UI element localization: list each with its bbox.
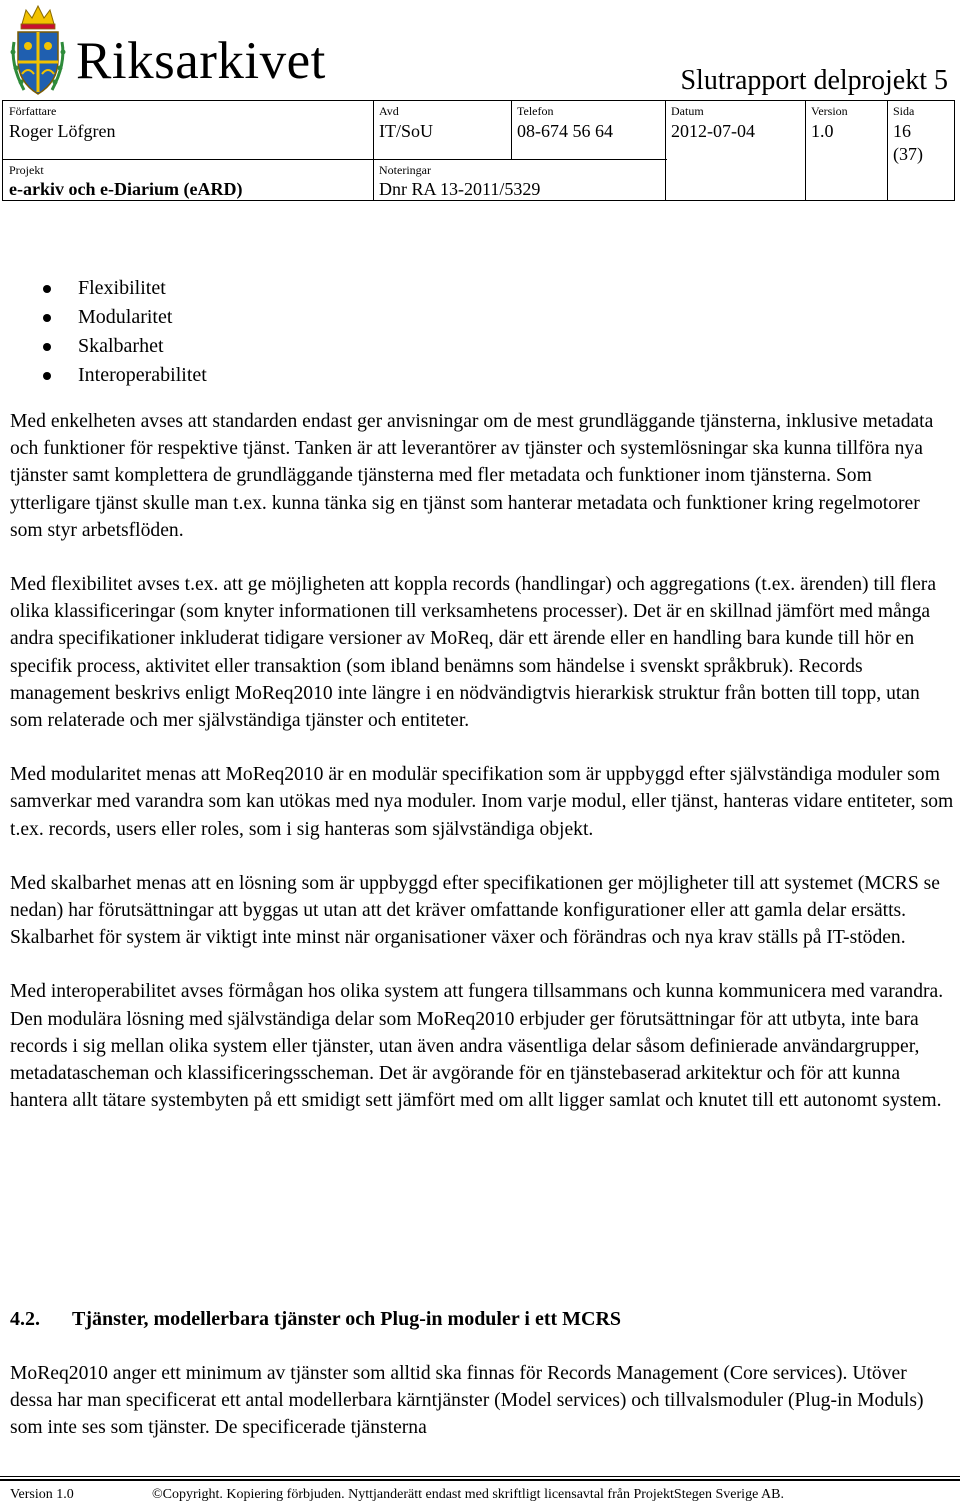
brand-wordmark: Riksarkivet bbox=[76, 32, 326, 90]
footer-rule bbox=[0, 1479, 960, 1481]
paragraph-flexibility: Med flexibilitet avses t.ex. att ge möjligheten att koppla records (handlingar) och aggregations (t.ex. ärenden) till flera olika klassificeringar (som knyter informationen till verksamhetens processer). Det är en skillnad jämfört med många andra specifikationer inkluderat tidigare versioner av MoReq, där ett ärende eller en handling bara kunde till hör en specifik process, aktivitet eller transaktion (som ibland benämns som händelse i svenskt språkbruk). Records management beskrivs enligt MoReq2010 inte längre i en nödvändigtvis hierarkisk struktur från botten till topp, utan som relaterade och mer självständiga tjänster och entiteter. bbox=[10, 574, 937, 732]
paragraph-modularity: Med modularitet menas att MoReq2010 är en modulär specifikation som är uppbyggd efter självständiga moduler som samverkar med varandra som kan utökas med nya moduler. Inom varje modul, eller tjänst, hanteras vidare entiteter, som t.ex. records, users eller roles, som i sig hanteras som självständiga objekt. bbox=[10, 764, 954, 840]
bullet-dot-icon bbox=[43, 343, 51, 351]
body-text bbox=[10, 408, 954, 1114]
notes-label: Noteringar bbox=[379, 163, 431, 177]
report-title: Slutrapport delprojekt 5 bbox=[680, 65, 948, 96]
paragraph-services-intro: MoReq2010 anger ett minimum av tjänster som alltid ska finnas för Records Management (Core services). Utöver dessa har man specificerat ett antal modellerbara kärntjänster (Model services) och tillvalsmoduler (Plug-in Moduls) som inte ses som tjänster. De specificerade tjänsterna bbox=[10, 1363, 924, 1439]
page-number: 16 bbox=[893, 121, 911, 141]
footer-copyright bbox=[152, 1486, 784, 1504]
header-col-divider bbox=[511, 101, 512, 159]
bullet-item bbox=[43, 361, 207, 390]
principles-bullet-list bbox=[43, 274, 207, 390]
footer-rule bbox=[0, 1476, 960, 1477]
department-label: Avd bbox=[379, 104, 399, 118]
paragraph-interoperability: Med interoperabilitet avses förmågan hos olika system att fungera tillsammans och kunna kommunicera med varandra. Den modulära lösning med självständiga delar som MoReq2010 erbjuder ger förutsättningar för att utbyta, inte bara records i sig mellan olika system eller tjänster, utan även andra väsentliga delar såsom definierade användargrupper, metadatascheman och klassificeringsscheman. Det är avgörande för en tjänstebaserad arkitektur och för att kunna hantera allt tätare systembyten på ett smidigt sett jämfört med om allt ligger samlat och knutet till ett autonomt system. bbox=[10, 981, 944, 1112]
phone-label: Telefon bbox=[517, 104, 554, 118]
bullet-item bbox=[43, 274, 207, 303]
bullet-item bbox=[43, 332, 207, 361]
bullet-dot-icon bbox=[43, 314, 51, 322]
section-heading bbox=[10, 1306, 621, 1332]
page-total: (37) bbox=[893, 144, 923, 164]
bullet-text: Interoperabilitet bbox=[78, 364, 207, 386]
department-value: IT/SoU bbox=[379, 121, 433, 141]
project-label: Projekt bbox=[9, 163, 44, 177]
section-number: 4.2. bbox=[10, 1308, 40, 1330]
paragraph-simplicity: Med enkelheten avses att standarden endast ger anvisningar om de mest grundläggande tjänsterna, inklusive metadata och funktioner för respektive tjänst. Tanken är att leverantörer av tjänster och systemlösningar ska kunna tillföra nya tjänster samt komplettera de grundläggande tjänsterna med fler metadata och funktioner inom tjänsterna. Som ytterligare tjänst skulle man t.ex. kunna tänka sig en tjänst som hanterar metadata och funktioner kring regelmotorer som styr arbetsflöden. bbox=[10, 411, 934, 541]
bullet-text: Skalbarhet bbox=[78, 335, 164, 357]
bullet-dot-icon bbox=[43, 285, 51, 293]
phone-value: 08-674 56 64 bbox=[517, 121, 613, 141]
page-label: Sida bbox=[893, 104, 915, 118]
paragraph-scalability: Med skalbarhet menas att en lösning som är uppbyggd efter specifikationen ger möjligheter till att systemet (MCRS se nedan) har förutsättningar att byggas ut utan att det kräver omfattande konfigurationer eller att gamla delar ersätts. Skalbarhet för system är viktigt inte minst när organisationer växer och förändras och nya krav ställs på IT-stöden. bbox=[10, 872, 940, 949]
version-label: Version bbox=[811, 104, 848, 118]
bullet-text: Flexibilitet bbox=[78, 277, 166, 299]
header-col-divider bbox=[887, 101, 888, 200]
document-header-table bbox=[2, 100, 955, 201]
footer-copyright-text: Copyright. Kopiering förbjuden. Nyttjanderätt endast med skriftligt licensavtal från ProjektStegen Sverige AB. bbox=[162, 1487, 784, 1502]
footer-version: Version 1.0 bbox=[10, 1487, 74, 1502]
version-value: 1.0 bbox=[811, 121, 834, 141]
copyright-icon: © bbox=[152, 1487, 163, 1502]
date-label: Datum bbox=[671, 104, 704, 118]
header-col-divider bbox=[665, 101, 666, 200]
header-col-divider bbox=[373, 101, 374, 200]
notes-value: Dnr RA 13-2011/5329 bbox=[379, 179, 541, 199]
date-value: 2012-07-04 bbox=[671, 121, 755, 141]
header-row-divider bbox=[3, 159, 667, 160]
riksarkivet-crest-logo bbox=[8, 2, 68, 100]
project-value: e-arkiv och e-Diarium (eARD) bbox=[9, 179, 243, 199]
section-title: Tjänster, modellerbara tjänster och Plug-in moduler i ett MCRS bbox=[72, 1308, 622, 1330]
bullet-item bbox=[43, 303, 207, 332]
author-label: Författare bbox=[9, 104, 57, 118]
bullet-dot-icon bbox=[43, 372, 51, 380]
header-col-divider bbox=[805, 101, 806, 200]
bullet-text: Modularitet bbox=[78, 306, 173, 328]
author-value: Roger Löfgren bbox=[9, 121, 116, 141]
